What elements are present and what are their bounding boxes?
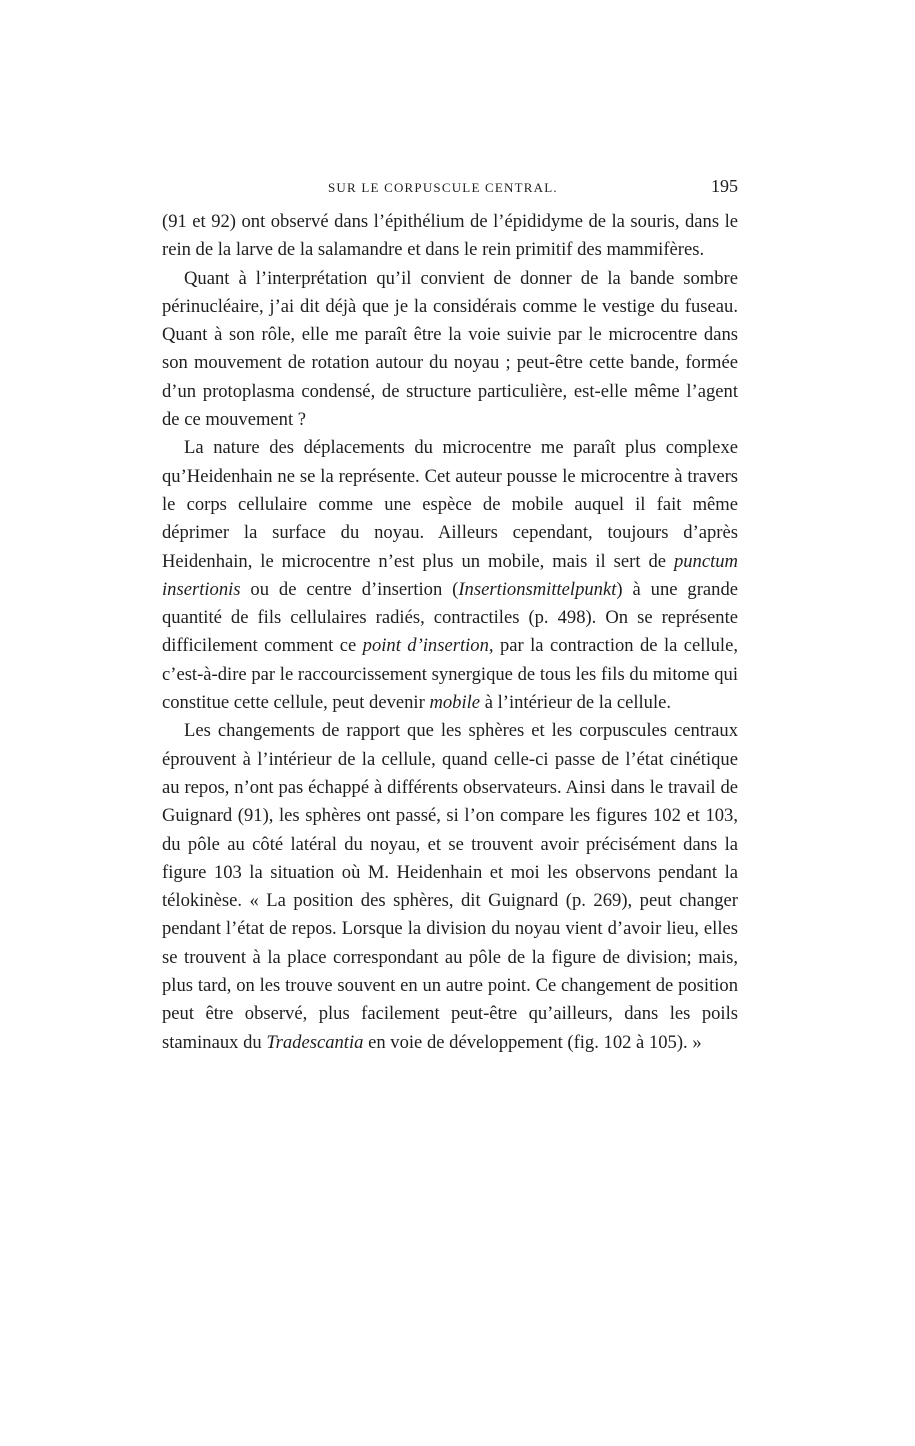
text-segment: Quant à l’interprétation qu’il convient de donner de la bande sombre périnucléaire, j’ai dit déjà que je la considérais comme le vestige du fuseau. Quant à son rôle, elle me paraît être la voie suivie par le microcentre dans son mouvement de rotation autour du noyau ; peut-être cette bande, formée d’un protoplasma condensé, de structure particulière, est-elle même l’agent de ce mouvement ? <box>162 267 738 431</box>
text-segment: (91 et 92) ont observé dans l’épithélium de l’épididyme de la souris, dans le rein de la larve de la salamandre et dans le rein primitif des mammifères. <box>162 211 738 261</box>
body-text <box>162 208 738 1057</box>
text-segment: ou de centre d’insertion ( <box>240 578 459 600</box>
italic-text: Tradescantia <box>266 1031 364 1053</box>
italic-text: mobile <box>429 692 481 714</box>
paragraph <box>162 717 738 1057</box>
running-head: SUR LE CORPUSCULE CENTRAL. <box>328 180 558 195</box>
italic-text: Insertionsmittelpunkt <box>458 578 617 600</box>
text-segment: à l’intérieur de la cellule. <box>480 692 672 714</box>
italic-text: punctum insertionis <box>162 550 738 600</box>
italic-text: point d’insertion, <box>362 635 494 657</box>
text-segment: par la contraction de la cellule, c’est-à-dire par le raccourcissement synergique de tous les fils du mitome qui constitue cette cellule, peut devenir <box>162 635 738 714</box>
paragraph <box>162 434 738 717</box>
page-number: 195 <box>711 176 738 196</box>
text-segment: Les changements de rapport que les sphères et les corpuscules centraux éprouvent à l’intérieur de la cellule, quand celle-ci passe de l’état cinétique au repos, n’ont pas échappé à différents observateurs. Ainsi dans le travail de Guignard (91), les sphères ont passé, si l’on compare les figures 102 et 103, du pôle au côté latéral du noyau, et se trouvent avoir précisément dans la figure 103 la situation où M. Heidenhain et moi les observons pendant la télokinèse. « La position des sphères, dit Guignard (p. 269), peut changer pendant l’état de repos. Lorsque la division du noyau vient d’avoir lieu, elles se trouvent à la place correspondant au pôle de la figure de division; mais, plus tard, on les trouve souvent en un autre point. Ce changement de position peut être observé, plus facilement peut-être qu’ailleurs, dans les poils staminaux du <box>162 720 738 1053</box>
paragraph <box>162 265 738 435</box>
paragraph <box>162 208 738 265</box>
text-segment: en voie de développement (fig. 102 à 105). » <box>363 1031 702 1053</box>
page-header <box>162 176 738 200</box>
text-segment: ) à une grande quantité de fils cellulaires radiés, contractiles (p. 498). On se représente difficilement comment ce <box>162 578 738 657</box>
text-segment: La nature des déplacements du microcentre me paraît plus complexe qu’Heidenhain ne se la représente. Cet auteur pousse le microcentre à travers le corps cellulaire comme une espèce de mobile auquel il fait même déprimer la surface du noyau. Ailleurs cependant, toujours d’après Heidenhain, le microcentre n’est plus un mobile, mais il sert de <box>162 437 738 572</box>
